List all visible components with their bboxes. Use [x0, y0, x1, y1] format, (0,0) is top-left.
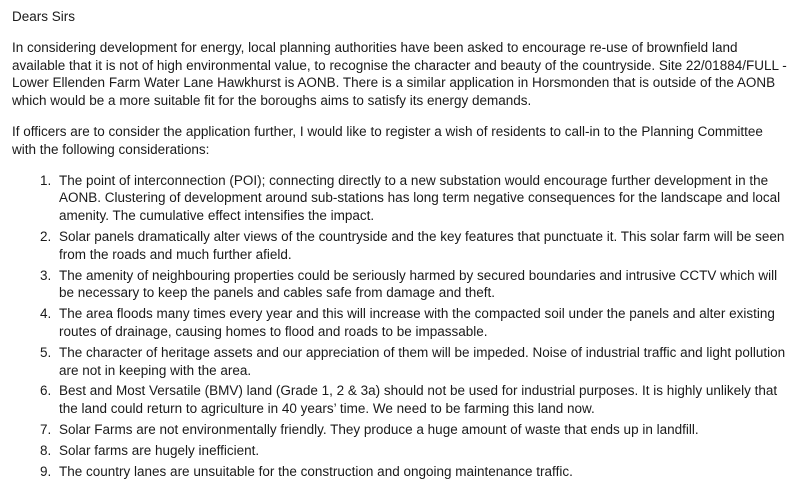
list-item-text: The character of heritage assets and our appreciation of them will be impeded. Noise of industrial traffic and light pollution are not in keeping with the area. — [59, 344, 786, 378]
paragraph-intro: In considering development for energy, local planning authorities have been asked to encourage re-use of brownfield land available that it is not of high environmental value, to recognise the character and beauty of the countryside. Site 22/01884/FULL - Lower Ellenden Farm Water Lane Hawkhurst is AONB. There is a similar application in Horsmonden that is outside of the AONB which would be a more suitable fit for the boroughs aims to satisfy its energy demands. — [12, 39, 787, 109]
paragraph-call-in: If officers are to consider the application further, I would like to register a wish of residents to call-in to the Planning Committee with the following considerations: — [12, 123, 763, 157]
list-item — [12, 172, 790, 225]
list-item-number: 1. — [40, 172, 52, 188]
list-item — [12, 228, 790, 264]
list-item — [12, 463, 790, 481]
list-item-text: The amenity of neighbouring properties could be seriously harmed by secured boundaries and intrusive CCTV which will be necessary to keep the panels and cables safe from damage and theft. — [59, 267, 778, 301]
list-item-number: 4. — [40, 306, 52, 322]
list-item-text: Best and Most Versatile (BMV) land (Grade 1, 2 & 3a) should not be used for industrial purposes. It is highly unlikely that the land could return to agriculture in 40 years’ time. We need to be farming this land now. — [59, 383, 778, 417]
list-item-number: 2. — [40, 228, 52, 244]
list-item-number: 3. — [40, 267, 52, 283]
list-item-text: Solar panels dramatically alter views of the countryside and the key features that punctuate it. This solar farm will be seen from the roads and much further afield. — [59, 228, 785, 262]
list-item — [12, 267, 790, 303]
list-item-number: 9. — [40, 463, 52, 479]
list-item — [12, 382, 790, 418]
list-item-number: 5. — [40, 344, 52, 360]
salutation: Dears Sirs — [12, 9, 76, 24]
list-item-text: The point of interconnection (POI); connecting directly to a new substation would encourage further development in the AONB. Clustering of development around sub-stations has long term negative consequences for the landscape and local amenity. The cumulative effect intensifies the impact. — [59, 172, 781, 224]
list-item — [12, 344, 790, 380]
list-item-text: Solar farms are hugely inefficient. — [59, 442, 260, 458]
list-item-text: The area floods many times every year and this will increase with the compacted soil under the panels and alter existing routes of drainage, causing homes to flood and roads to be impassable. — [59, 306, 775, 339]
list-item-number: 7. — [40, 421, 52, 437]
list-item-text: The country lanes are unsuitable for the construction and ongoing maintenance traffic. — [59, 463, 573, 479]
list-item-number: 8. — [40, 442, 52, 458]
list-item — [12, 442, 790, 460]
list-item — [12, 421, 790, 439]
list-item-text: Solar Farms are not environmentally friendly. They produce a huge amount of waste that ends up in landfill. — [59, 421, 699, 437]
list-item-number: 6. — [40, 383, 52, 399]
list-item — [12, 305, 790, 341]
considerations-list — [12, 172, 790, 481]
